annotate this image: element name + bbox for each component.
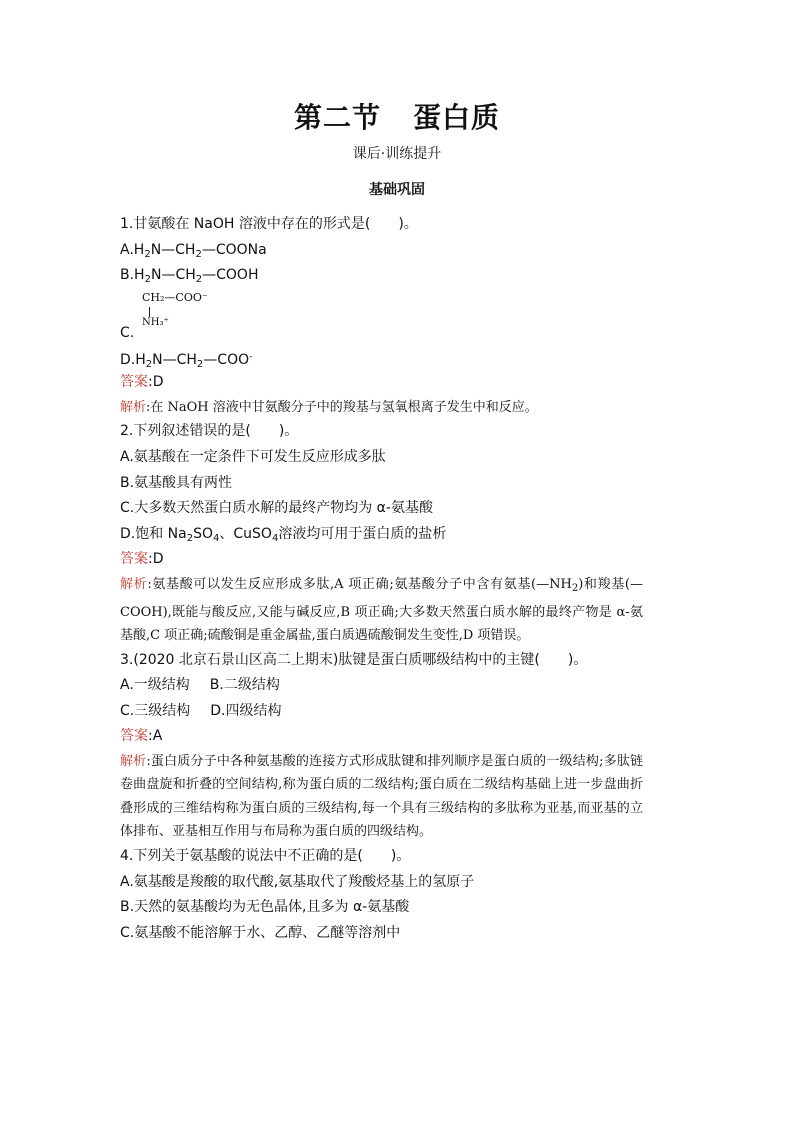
page-subtitle: 课后·训练提升 [352,146,442,162]
q2-answer: 答案:D [120,551,164,568]
q3-analysis: 解析:蛋白质分子中各种氨基酸的连接方式形成肽键和排列顺序是蛋白质的一级结构;多肽链卷曲盘旋和折叠的空间结构,称为蛋白质的二级结构;蛋白质在二级结构基础上进一步盘曲折叠形成的三维结构称为蛋白质的三级结构,每一个具有三级结构的多肽称为亚基,而亚基的立体排布、亚基相互作用与布局称为蛋白质的四级结构。 [120,753,643,840]
q1-option-a: $A.H_2N—CH_2—COONa$ [120,241,267,260]
title-section-number: 第二节 [293,101,381,134]
q2-option-c: C.大多数天然蛋白质水解的最终产物均为 α-氨基酸 [120,500,433,517]
q1-answer: 答案:D [120,374,164,391]
q3-answer: 答案:A [120,728,163,745]
q2-option-b: B.氨基酸具有两性 [120,474,233,491]
title-topic: 蛋白质 [413,101,501,134]
q4-stem: 4.下列关于氨基酸的说法中不正确的是( )。 [120,847,411,864]
q2-option-a: A.氨基酸在一定条件下可发生反应形成多肽 [120,449,386,466]
q4-option-a: A.氨基酸是羧酸的取代酸,氨基取代了羧酸烃基上的氢原子 [120,873,475,890]
q3-stem: 3.(2020 北京石景山区高二上期末)肽键是蛋白质哪级结构中的主键( )。 [120,651,588,668]
q3-option-c: C.三级结构 [120,702,191,719]
q4-option-c: C.氨基酸不能溶解于水、乙醇、乙醚等溶剂中 [120,924,401,941]
q1-option-c-label: C. [120,324,135,341]
q2-analysis: 解析:氨基酸可以发生反应形成多肽,A 项正确;氨基酸分子中含有氨基$(—NH_2)$和羧基(—COOH),既能与酸反应,又能与碱反应,B 项正确;大多数天然蛋白质水解的最终产物是 α-氨基酸,C 项正确;硫酸铜是重金属盐,蛋白质遇硫酸铜发生变性,D 项错误。 [120,577,643,644]
q3-options-row-1 [120,673,680,699]
q1-analysis: 解析:在 NaOH 溶液中甘氨酸分子中的羧基与氢氧根离子发生中和反应。 [120,399,538,415]
page-title [0,100,794,136]
q2-option-d: D.饱和 $Na_2SO_4$、CuSO$_4$溶液均可用于蛋白质的盐析 [120,525,447,544]
q2-stem: 2.下列叙述错误的是( )。 [120,423,299,440]
structure-bond-line [149,307,150,317]
q3-option-b: B.二级结构 [209,677,280,694]
section-heading: 基础巩固 [369,182,425,198]
q1-stem: 1.甘氨酸在 NaOH 溶液中存在的形式是( )。 [120,216,418,232]
q3-option-d: D.四级结构 [210,702,282,719]
question-list [120,212,680,946]
q1-option-c [120,289,680,345]
structure-top-group: CH₂—COO⁻ [142,290,208,304]
q3-options-row-2 [120,699,680,725]
q3-option-a: A.一级结构 [120,677,190,694]
structure-amino-group: NH₃⁺ [142,316,169,328]
q1-option-b: $B.H_2N—CH_2—COOH$ [120,267,259,286]
q1-option-d: $D.H_2N—CH_2—COO^-$ [120,351,253,370]
q4-option-b: B.天然的氨基酸均为无色晶体,且多为 α-氨基酸 [120,899,410,916]
